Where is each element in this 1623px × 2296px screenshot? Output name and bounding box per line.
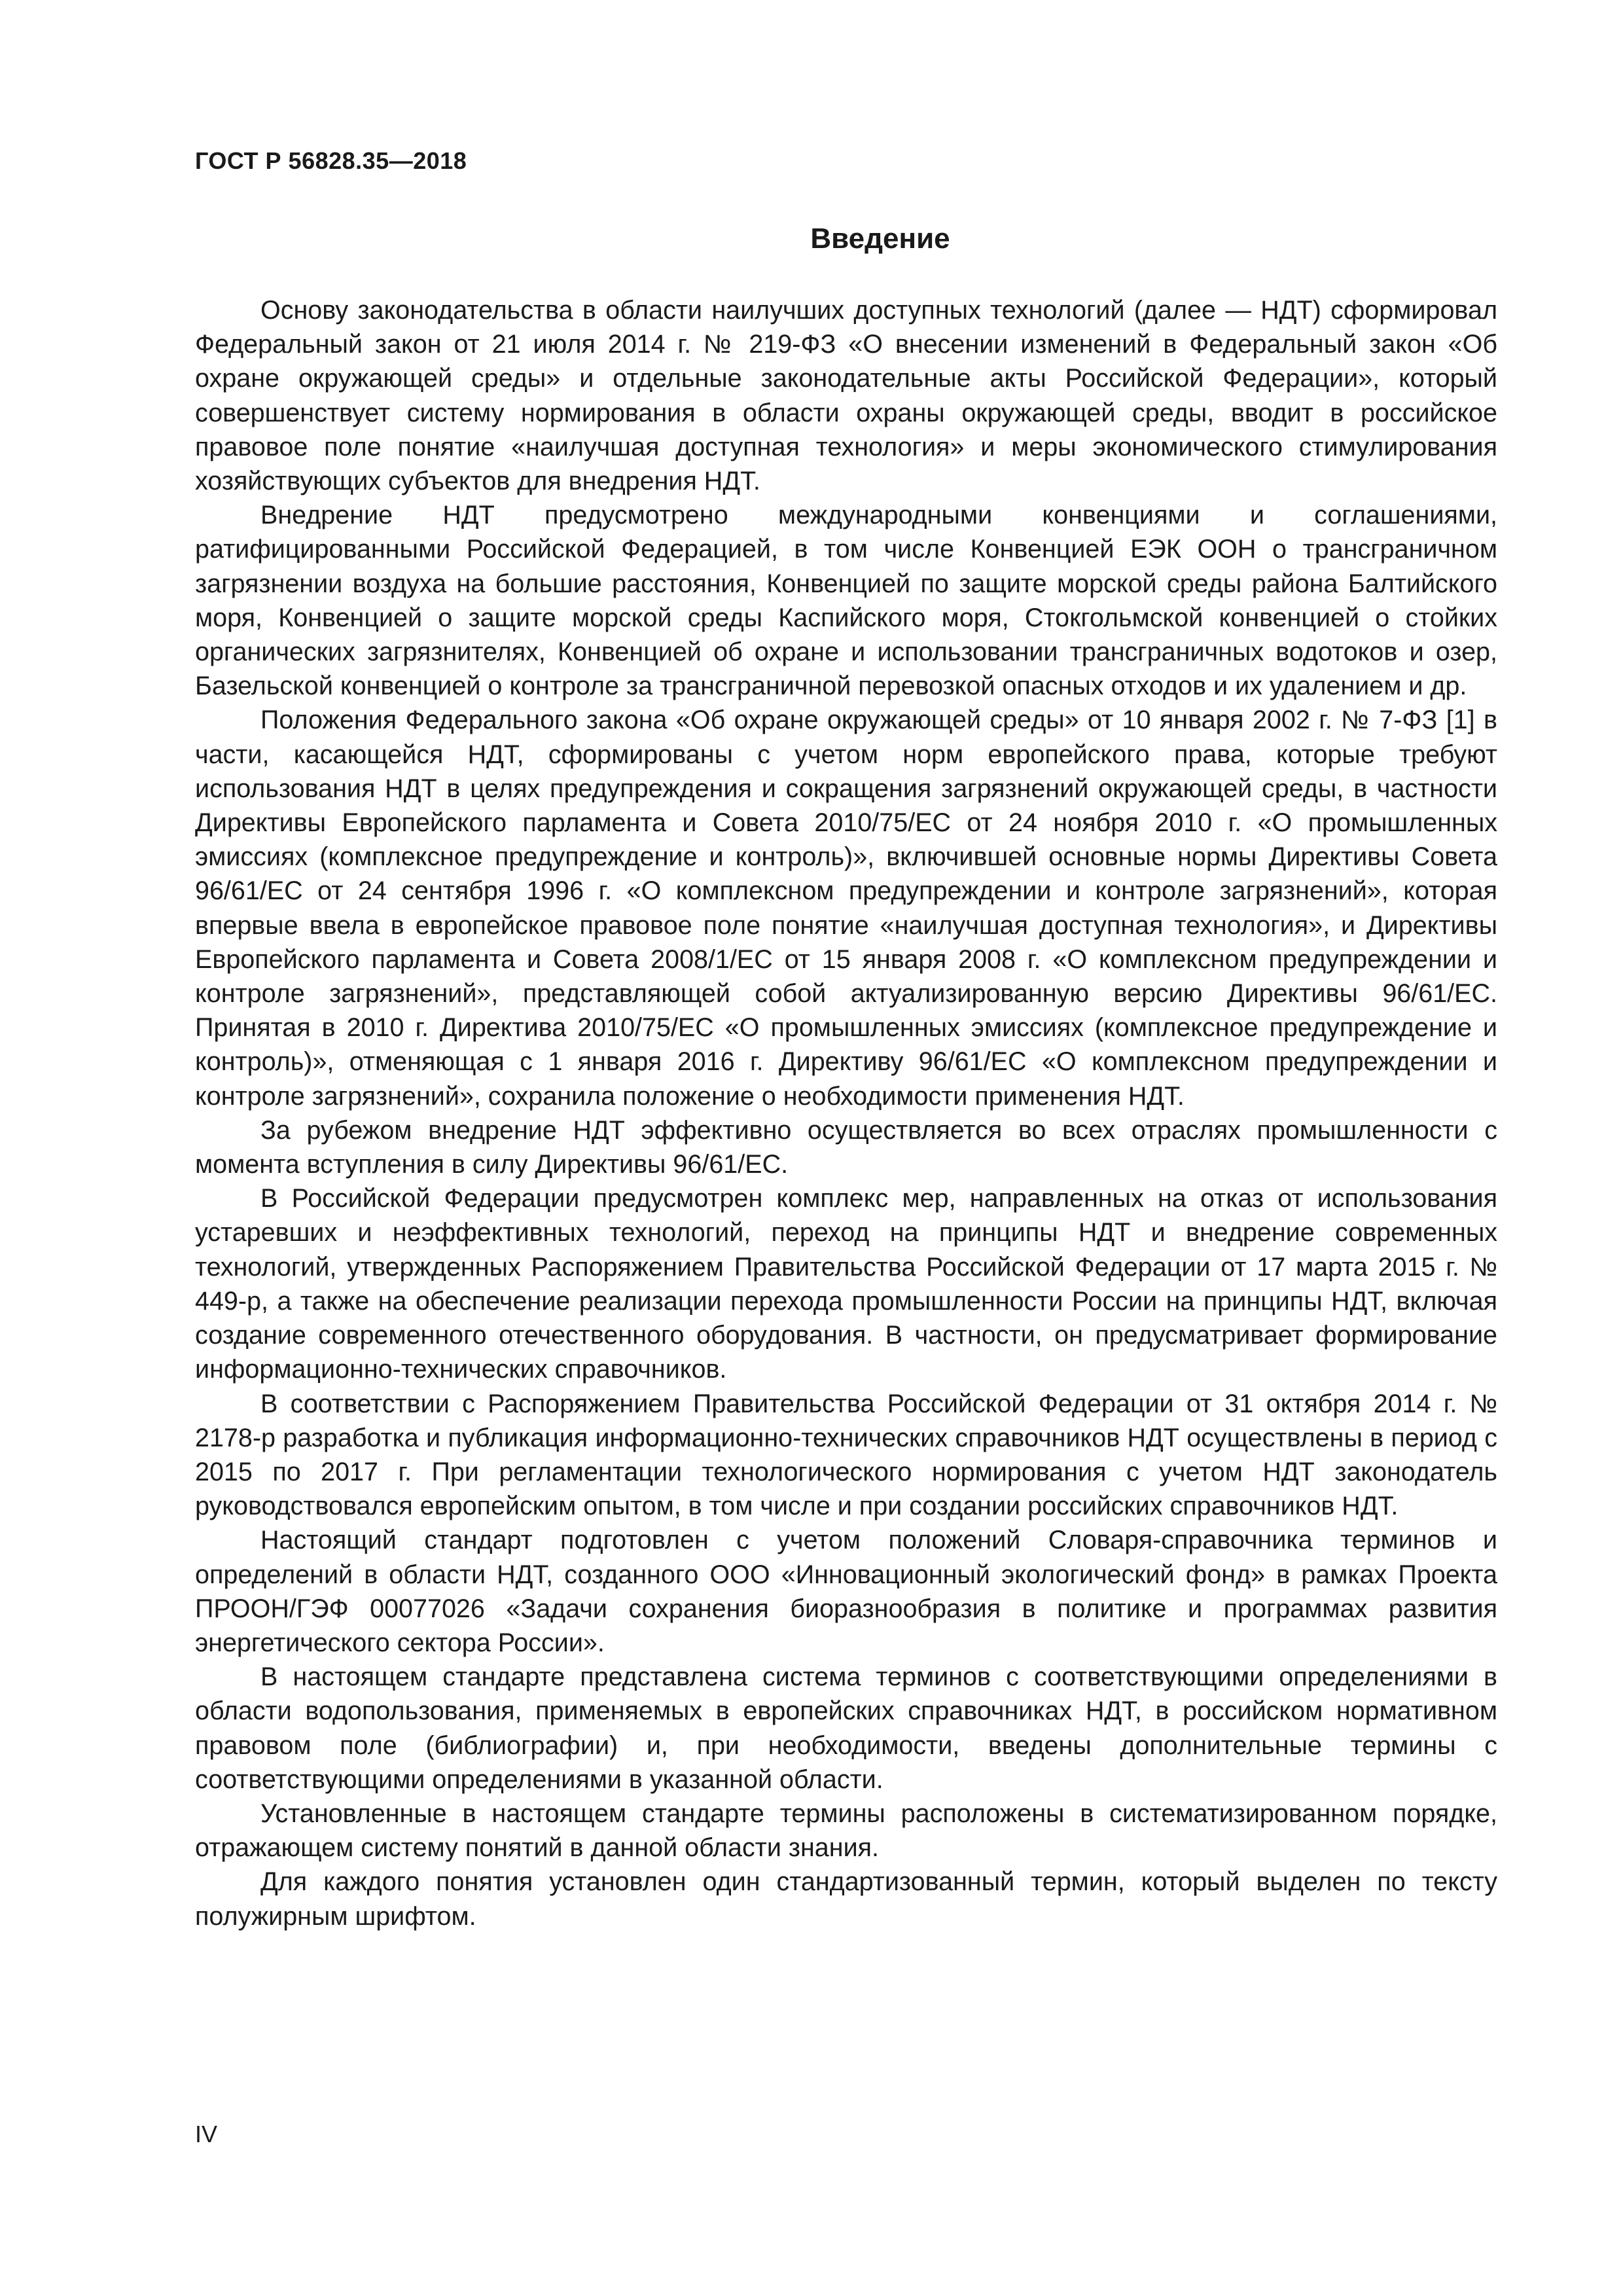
paragraph: Установленные в настоящем стандарте термины расположены в систематизированном порядке, отражающем систему понятий в данной области знания. <box>195 1799 1497 1863</box>
paragraph: В Российской Федерации предусмотрен комплекс мер, направленных на отказ от использования устаревших и неэффективных технологий, переход на принципы НДТ и внедрение современных технологий, утвержденных Распоряжением Правительства Российской Федерации от 17 марта 2015 г. № 449-р, а также на обеспечение реализации перехода промышленности России на принципы НДТ, включая создание современного отечественного оборудования. В частности, он предусматривает формирование информационно-технических справочников. <box>195 1184 1497 1384</box>
paragraph: В настоящем стандарте представлена система терминов с соответствующими определениями в области водопользования, применяемых в европейских справочниках НДТ, в российском нормативном правовом поле (библиографии) и, при необходимости, введены дополнительные термины с соответствующими определениями в указанной области. <box>195 1662 1497 1794</box>
paragraph: Положения Федерального закона «Об охране окружающей среды» от 10 января 2002 г. № 7-ФЗ [1] в части, касающейся НДТ, сформированы с учетом норм европейского права, которые требуют использования НДТ в целях предупреждения и сокращения загрязнений окружающей среды, в частности Директивы Европейского парламента и Совета 2010/75/ЕС от 24 ноября 2010 г. «О промышленных эмиссиях (комплексное предупреждение и контроль)», включившей основные нормы Директивы Совета 96/61/ЕС от 24 сентября 1996 г. «О комплексном предупреждении и контроле загрязнений», которая впервые ввела в европейское правовое поле понятие «наилучшая доступная технология», и Директивы Европейского парламента и Совета 2008/1/ЕС от 15 января 2008 г. «О комплексном предупреждении и контроле загрязнений», представляющей собой актуализированную версию Директивы 96/61/ЕС. Принятая в 2010 г. Директива 2010/75/ЕС «О промышленных эмиссиях (комплексное предупреждение и контроль)», отменяющая с 1 января 2016 г. Директиву 96/61/ЕС «О комплексном предупреждении и контроле загрязнений», сохранила положение о необходимости применения НДТ. <box>195 706 1497 1111</box>
introduction-body <box>195 293 1497 1933</box>
page-number: IV <box>195 2121 218 2147</box>
section-title: Введение <box>810 223 950 255</box>
paragraph: В соответствии с Распоряжением Правительства Российской Федерации от 31 октября 2014 г. № 2178-р разработка и публикация информационно-технических справочников НДТ осуществлены в период с 2015 по 2017 г. При регламентации технологического нормирования с учетом НДТ законодатель руководствовался европейским опытом, в том числе и при создании российских справочников НДТ. <box>195 1389 1497 1521</box>
paragraph: Настоящий стандарт подготовлен с учетом положений Словаря-справочника терминов и определений в области НДТ, созданного ООО «Инновационный экологический фонд» в рамках Проекта ПРООН/ГЭФ 00077026 «Задачи сохранения биоразнообразия в политике и программах развития энергетического сектора России». <box>195 1526 1497 1657</box>
paragraph: Внедрение НДТ предусмотрено международными конвенциями и соглашениями, ратифицированными Российской Федерацией, в том числе Конвенцией ЕЭК ООН о трансграничном загрязнении воздуха на большие расстояния, Конвенцией по защите морской среды района Балтийского моря, Конвенцией о защите морской среды Каспийского моря, Стокгольмской конвенцией о стойких органических загрязнителях, Конвенцией об охране и использовании трансграничных водотоков и озер, Базельской конвенцией о контроле за трансграничной перевозкой опасных отходов и их удалением и др. <box>195 501 1497 701</box>
paragraph: За рубежом внедрение НДТ эффективно осуществляется во всех отраслях промышленности с момента вступления в силу Директивы 96/61/ЕС. <box>195 1115 1497 1179</box>
paragraph: Для каждого понятия установлен один стандартизованный термин, который выделен по тексту полужирным шрифтом. <box>195 1867 1497 1931</box>
standard-code: ГОСТ Р 56828.35—2018 <box>195 147 467 174</box>
paragraph: Основу законодательства в области наилучших доступных технологий (далее — НДТ) сформировал Федеральный закон от 21 июля 2014 г. № 219-ФЗ «О внесении изменений в Федеральный закон «Об охране окружающей среды» и отдельные законодательные акты Российской Федерации», который совершенствует систему нормирования в области охраны окружающей среды, вводит в российское правовое поле понятие «наилучшая доступная технология» и меры экономического стимулирования хозяйствующих субъектов для внедрения НДТ. <box>195 296 1497 496</box>
